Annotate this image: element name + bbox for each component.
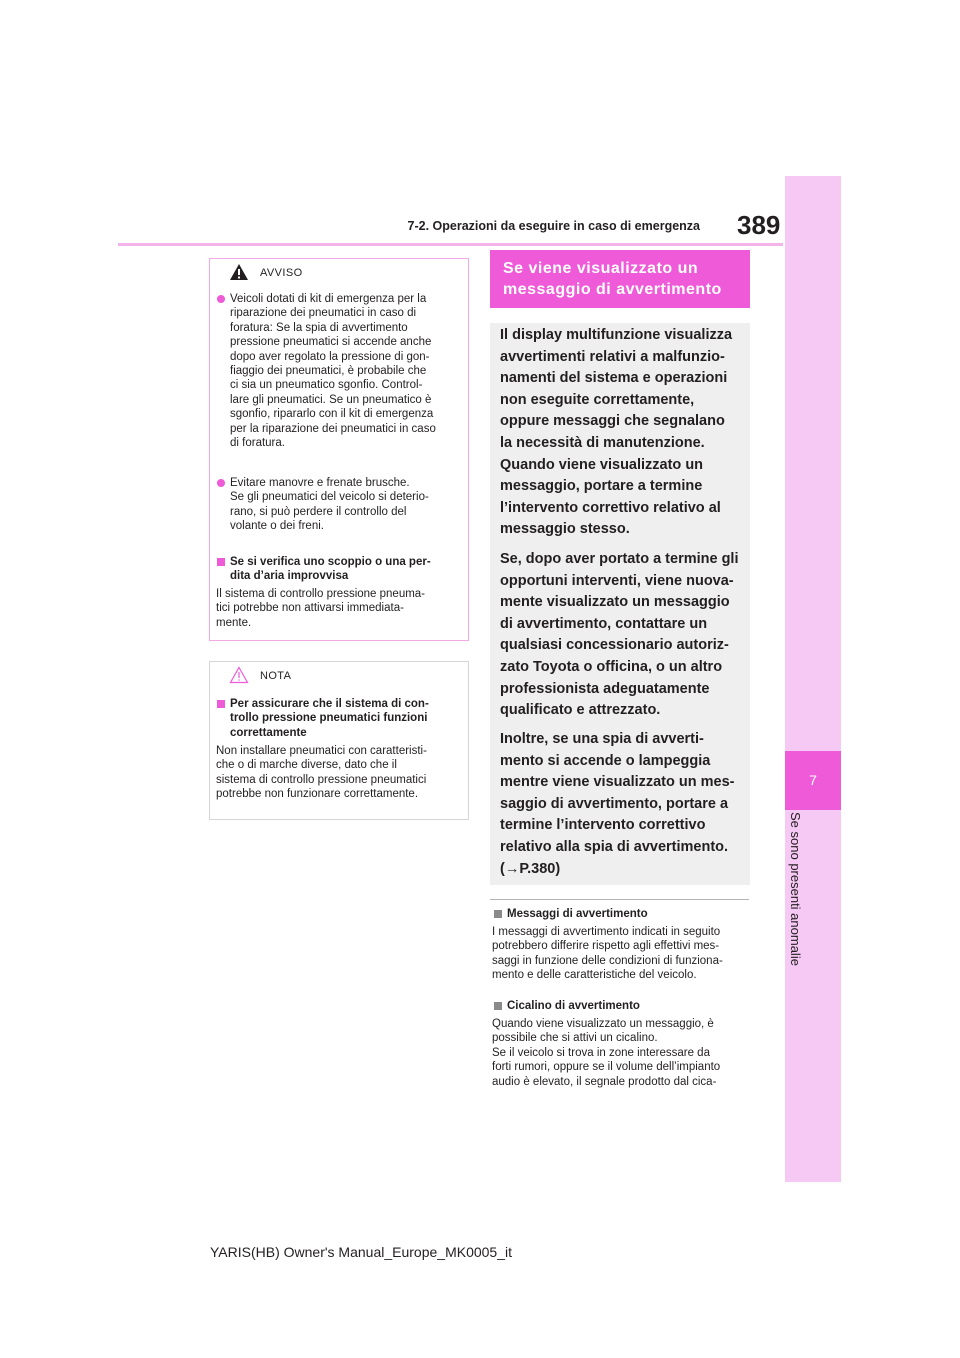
warning-bullet-1: Veicoli dotati di kit di emergenza per la riparazione dei pneumatici in caso di foratura: Se la spia di avvertimento pressione pneumatici si accende anche dopo aver regolato la pressione di gon- fiaggio dei pneumatici, è probabile che ci sia un pneumatico sgonfio. Control- lare gli pneumatici. Se un pneumatico è sgonfio, ripararlo con il kit di emergenza per la riparazione dei pneumatici in caso di foratura. — [213, 292, 463, 450]
header-rule — [118, 243, 783, 246]
message-paragraph-3: Inoltre, se una spia di avverti- mento si accende o lampeggia mentre viene visualizzato un mes- saggio di avvertimento, portare a termine l’intervento correttivo relativo alla spia di avvertimento. (→P.380) — [500, 729, 740, 880]
warning-triangle-icon — [229, 263, 249, 281]
square-bullet-icon — [217, 558, 225, 566]
warning-box — [209, 258, 469, 641]
chapter-number: 7 — [809, 772, 817, 788]
chapter-tab-strip — [785, 176, 841, 1182]
messaggi-heading: Messaggi di avvertimento — [490, 907, 752, 921]
page-reference: (→P.380) — [500, 860, 561, 877]
note-text: Non installare pneumatici con caratteristi- che o di marche diverse, dato che il sistema di controllo pressione pneumatici potrebbe non funzionare correttamente. — [216, 745, 427, 801]
message-section-title: Se viene visualizzato un messaggio di avvertimento — [503, 260, 722, 298]
caution-triangle-icon — [229, 666, 249, 684]
messaggi-text: I messaggi di avvertimento indicati in seguito potrebbero differire rispetto agli effettivi mes- saggi in funzione delle condizioni di funziona- mento e delle caratteristiche del veicolo. — [492, 926, 723, 982]
warning-bullet-2: Evitare manovre e frenate brusche. Se gli pneumatici del veicolo si deterio- rano, si può perdere il controllo del volante o dei freni. — [213, 476, 463, 534]
message-paragraph-2: Se, dopo aver portato a termine gli opportuni interventi, viene nuova- mente visualizzato un messaggio di avvertimento, contattare un qualsiasi concessionario autoriz- zato Toyota o officina, o un altro professionista adeguatamente qualificato e attrezzato. — [500, 551, 739, 719]
note-box-header — [210, 662, 468, 690]
note-box — [209, 661, 469, 820]
note-subheading: Per assicurare che il sistema di con- trollo pressione pneumatici funzioni correttamente — [213, 697, 463, 740]
square-bullet-icon — [494, 910, 502, 918]
warning-label: AVVISO — [260, 267, 303, 279]
circle-bullet-icon — [217, 295, 225, 303]
section-rule — [490, 899, 749, 900]
circle-bullet-icon — [217, 479, 225, 487]
note-label: NOTA — [260, 670, 292, 682]
cicalino-text: Quando viene visualizzato un messaggio, è possibile che si attivi un cicalino. Se il veicolo si trova in zone interessare da forti rumori, oppure se il volume dell’impianto audio è elevato, il segnale prodotto dal cica- — [492, 1018, 721, 1088]
message-paragraph-1: Il display multifunzione visualizza avvertimenti relativi a malfunzio- namenti del sistema e operazioni non eseguite correttamente, oppure messaggi che segnalano la necessità di manutenzione. Quando viene visualizzato un messaggio, portare a termine l’intervento correttivo relativo al messaggio stesso. — [500, 327, 733, 538]
page-number: 389 — [737, 210, 781, 240]
warning-text: Il sistema di controllo pressione pneuma- tici potrebbe non attivarsi immediata- mente. — [216, 588, 426, 629]
footer-manual-id: YARIS(HB) Owner's Manual_Europe_MK0005_it — [210, 1244, 512, 1260]
warning-subheading: Se si verifica uno scoppio o una per- dita d’aria improvvisa — [213, 555, 463, 584]
section-title: 7-2. Operazioni da eseguire in caso di emergenza — [407, 219, 700, 233]
square-bullet-icon — [217, 700, 225, 708]
square-bullet-icon — [494, 1002, 502, 1010]
cicalino-heading: Cicalino di avvertimento — [490, 999, 752, 1013]
chapter-label: Se sono presenti anomalie — [788, 812, 803, 966]
warning-box-header — [210, 259, 468, 287]
